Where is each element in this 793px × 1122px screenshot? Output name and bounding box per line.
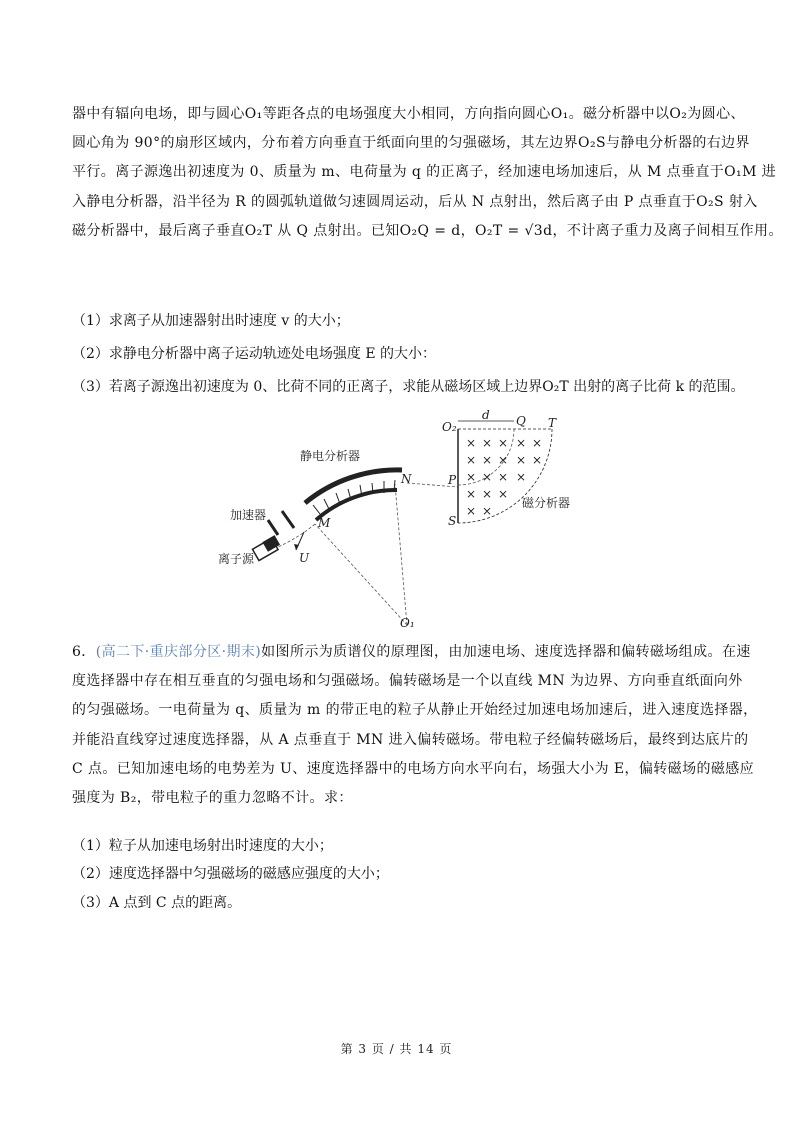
svg-text:×: × [498,470,509,484]
svg-text:×: × [466,504,477,518]
mass-analyzer-figure [212,407,612,632]
problem6-line: 度选择器中存在相互垂直的匀强电场和匀强磁场。偏转磁场是一个以直线 MN 为边界、方向垂直纸面向外 [72,673,743,690]
problem5-question-2: （2）求静电分析器中离子运动轨迹处电场强度 E 的大小： [72,346,437,362]
svg-text:×: × [466,436,477,450]
problem6-question-1: （1）粒子从加速电场射出时速度的大小； [72,838,333,854]
svg-text:×: × [516,453,527,467]
svg-text:×: × [482,487,493,501]
label-magnetic-analyzer: 磁分析器 [522,496,571,510]
label-electrostatic-analyzer: 静电分析器 [300,449,361,463]
problem5-question-1: （1）求离子从加速器射出时速度 v 的大小； [72,313,350,329]
svg-text:×: × [516,436,527,450]
problem5-line: 平行。离子源逸出初速度为 0、质量为 m、电荷量为 q 的正离子，经加速电场加速后，从 M 点垂直于O₁M 进 [72,164,777,181]
svg-text:×: × [498,487,509,501]
problem6-line: 强度为 B₂，带电粒子的重力忽略不计。求： [72,790,353,807]
svg-text:×: × [498,453,509,467]
svg-text:×: × [532,436,543,450]
label-p: P [448,473,457,487]
svg-text:×: × [466,453,477,467]
radius-line-on [395,484,407,625]
label-q: Q [516,414,526,428]
page-footer: 第 3 页 / 共 14 页 [340,1042,453,1056]
label-n: N [401,472,412,486]
problem6-line: 的匀强磁场。一电荷量为 q、质量为 m 的带正电的粒子从静止开始经过加速电场加速后，进入速度选择器， [72,702,758,719]
svg-text:×: × [466,487,477,501]
label-s: S [448,514,457,528]
label-t: T [548,416,557,430]
problem6-text [72,638,758,813]
problem5-text [72,100,783,246]
label-d: d [482,408,490,422]
problem5-line: 器中有辐向电场，即与圆心O₁等距各点的电场强度大小相同，方向指向圆心O₁。磁分析器中以O₂为圆心、 [72,106,745,122]
label-accelerator: 加速器 [230,508,267,522]
svg-text:×: × [516,470,527,484]
problem6-line: 如图所示为质谱仪的原理图，由加速电场、速度选择器和偏转磁场组成。在速 [261,644,751,660]
problem6-question-3: （3）A 点到 C 点的距离。 [72,895,242,911]
label-o2: O₂ [442,420,457,434]
problem6-first-line [72,638,751,667]
radius-line-om [315,524,407,625]
label-o1: O₁ [400,616,415,630]
svg-text:×: × [482,453,493,467]
label-ion-source: 离子源 [218,552,255,566]
label-u: U [299,551,310,565]
svg-text:×: × [482,436,493,450]
problem6-number: 6． [72,644,96,660]
svg-text:×: × [466,470,477,484]
svg-text:×: × [482,504,493,518]
problem6-line: 并能沿直线穿过速度选择器，从 A 点垂直于 MN 进入偏转磁场。带电粒子经偏转磁场后，最终到达底片的 [72,731,749,748]
label-m: M [318,516,331,530]
problem5-line: 圆心角为 90°的扇形区域内，分布着方向垂直于纸面向里的匀强磁场，其左边界O₂S与静电分析器的右边界 [72,135,750,152]
problem5-line: 磁分析器中，最后离子垂直O₂T 从 Q 点射出。已知O₂Q = d，O₂T = √3d，不计离子重力及离子间相互作用。 [72,222,783,239]
problem6-source: (高二下·重庆部分区·期末) [95,644,262,660]
accelerator-plates [268,511,294,535]
problem6-line: C 点。已知加速电场的电势差为 U、速度选择器中的电场方向水平向右，场强大小为 E，偏转磁场的磁感应 [72,760,755,777]
problem5-question-3: （3）若离子源逸出初速度为 0、比荷不同的正离子，求能从磁场区域上边界O₂T 出射的离子比荷 k 的范围。 [72,379,745,395]
svg-text:×: × [498,436,509,450]
svg-text:×: × [482,470,493,484]
svg-text:×: × [532,453,543,467]
problem5-line: 入静电分析器，沿半径为 R 的圆弧轨道做匀速圆周运动，后从 N 点射出，然后离子由 P 点垂直于O₂S 射入 [72,193,758,210]
problem6-question-2: （2）速度选择器中匀强磁场的磁感应强度的大小； [72,866,389,882]
